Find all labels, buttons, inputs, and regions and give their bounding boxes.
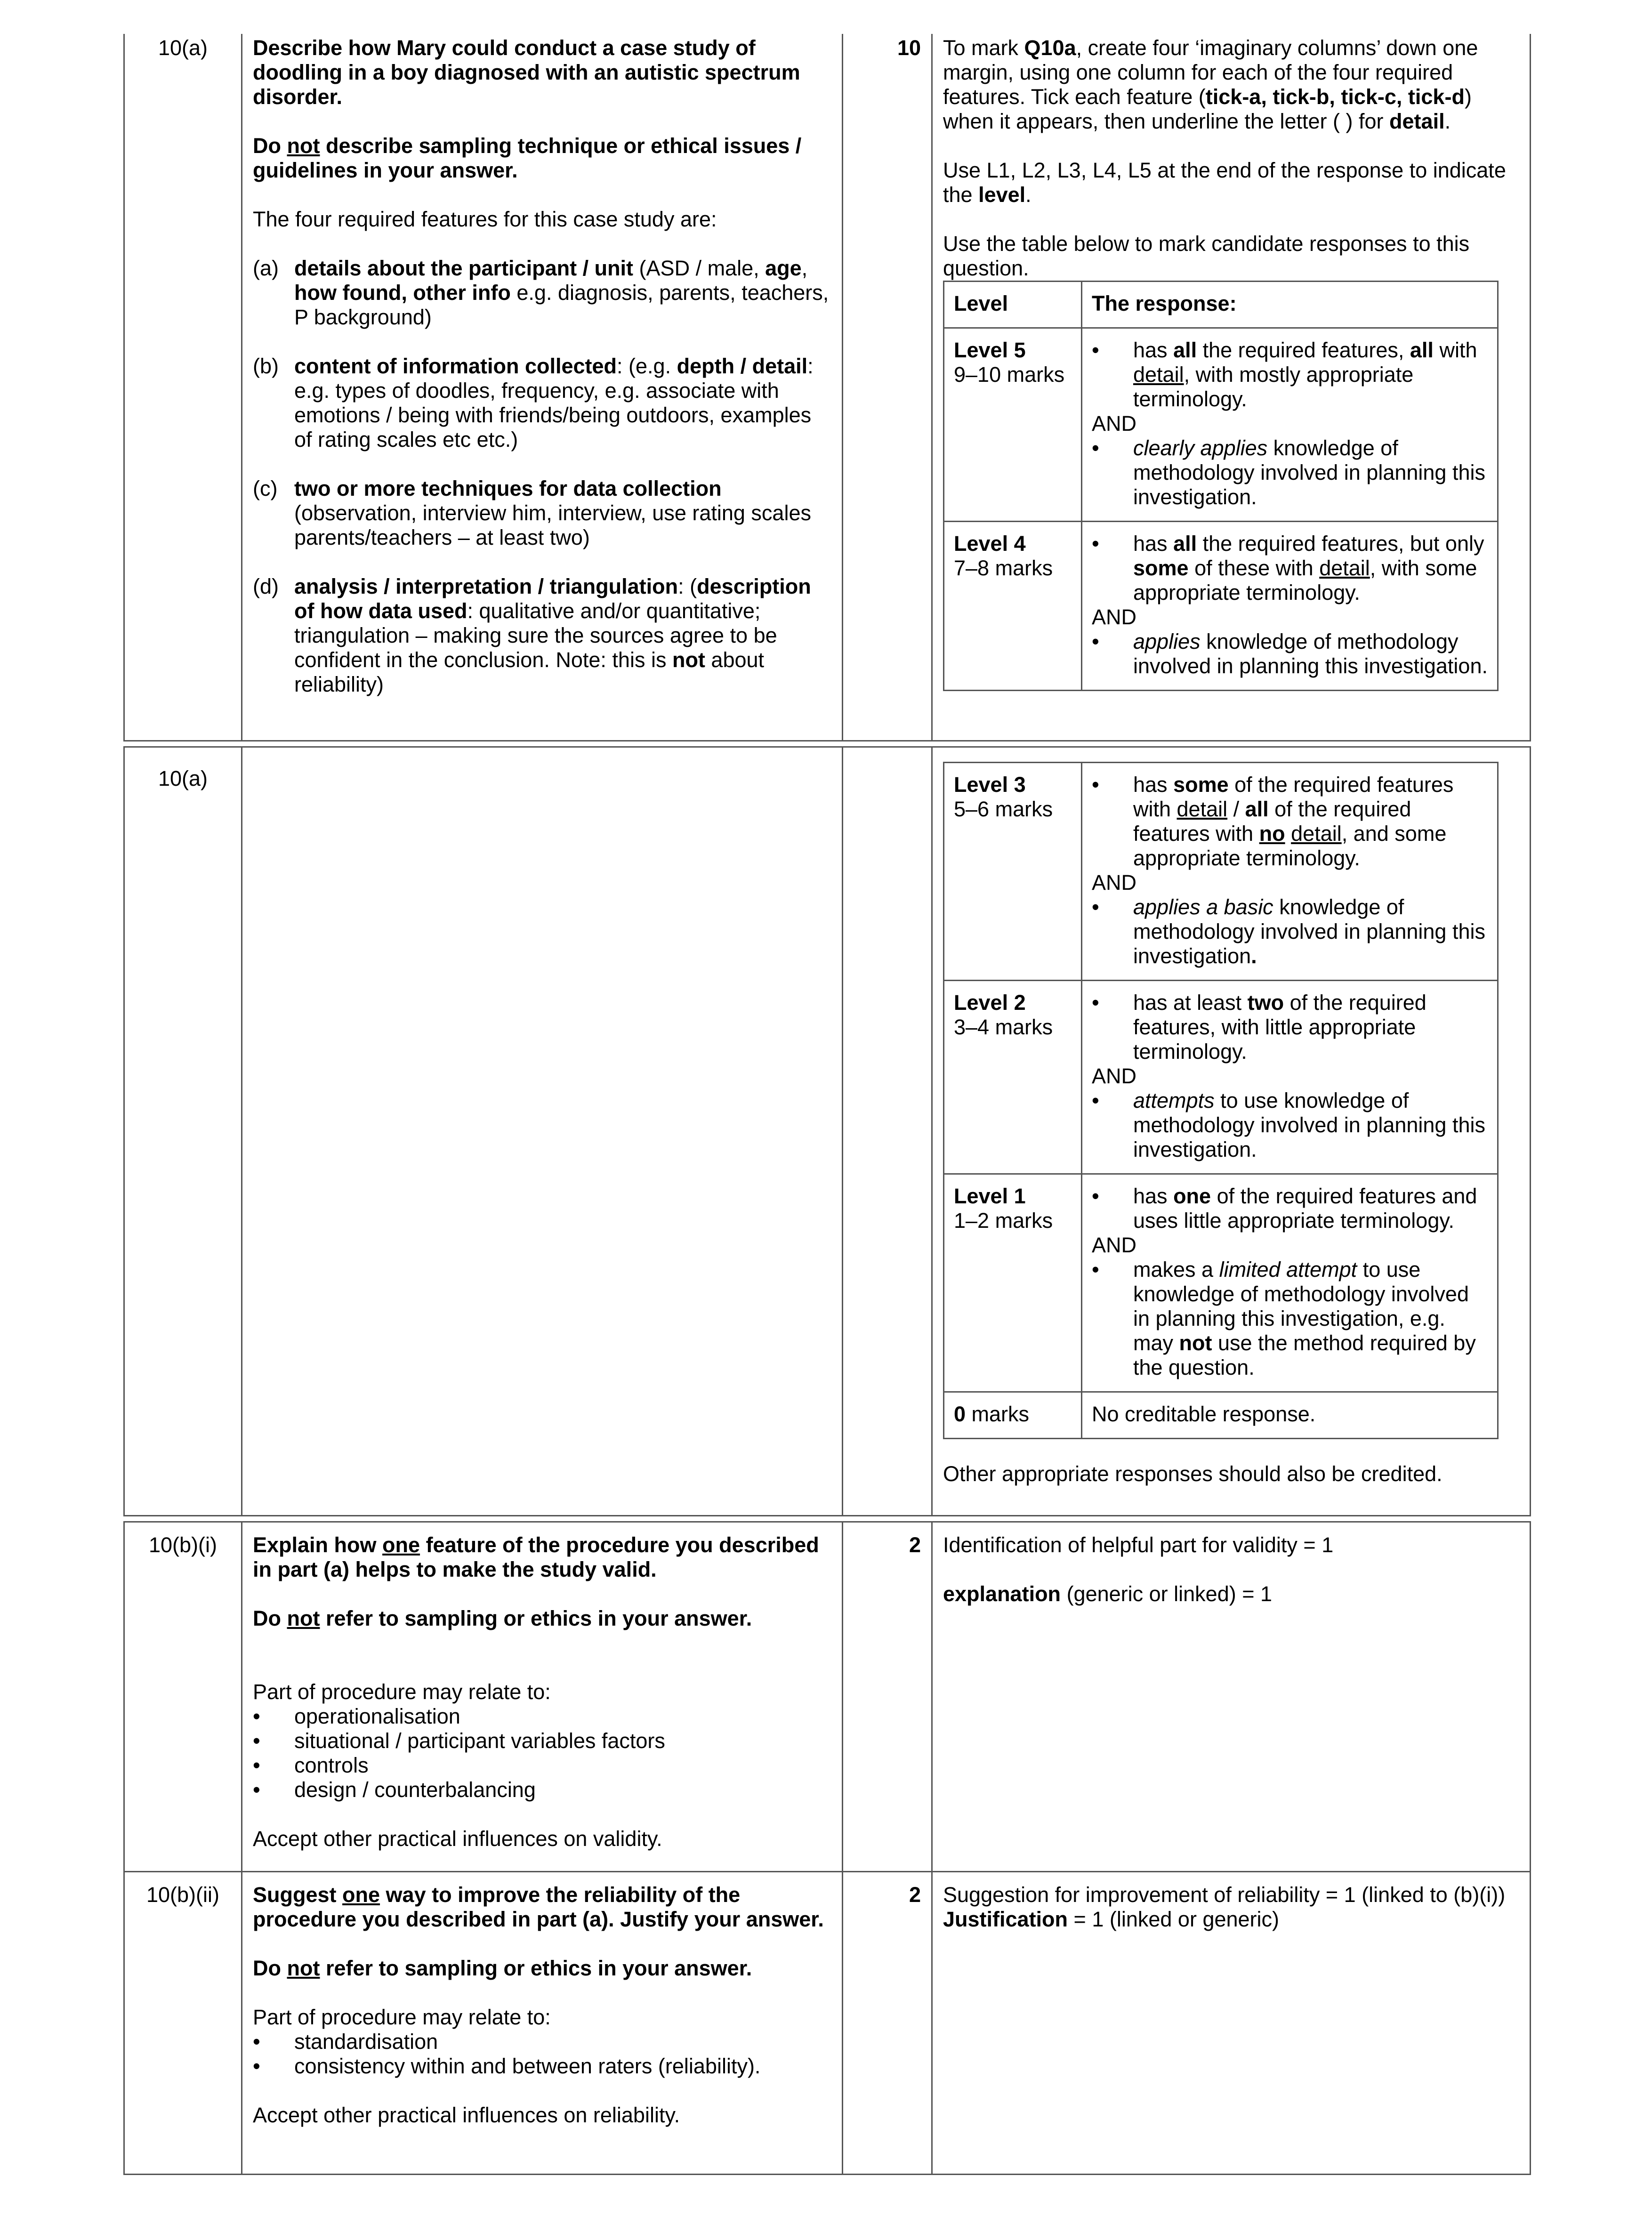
i: clearly applies (1133, 436, 1268, 460)
features-intro: The four required features for this case study are: (253, 207, 717, 231)
b: all (1410, 338, 1434, 362)
feature-d (253, 574, 831, 697)
f-t3: e.g. diagnosis, parents, teachers, P background) (294, 281, 829, 329)
question-cell (242, 748, 843, 1515)
row-separator (123, 1515, 1531, 1523)
i: attempts (1133, 1088, 1215, 1112)
list-item-text: design / counterbalancing (294, 1778, 536, 1802)
list-item (253, 1704, 831, 1729)
bullet-icon: • (1092, 338, 1099, 362)
question-number-text: 10(b)(ii) (146, 1883, 220, 1907)
level-0-cell (944, 1392, 1082, 1439)
levels-table-part1 (943, 281, 1499, 691)
question-title: Describe how Mary could conduct a case study of doodling in a boy diagnosed with an autistic spectrum disorder. (253, 36, 800, 109)
b: some (1133, 556, 1189, 580)
t: Do (253, 1606, 287, 1630)
t: of the required features with (1133, 797, 1411, 846)
question-number-text: 10(a) (158, 766, 208, 790)
bullet-icon: • (1092, 629, 1099, 653)
instr-pre: Do (253, 134, 287, 158)
b: one (1173, 1184, 1211, 1208)
bu: no (1259, 822, 1285, 846)
t: Explain how (253, 1533, 383, 1557)
u: one (382, 1533, 420, 1557)
question-cell (242, 1872, 843, 2174)
level-0-descriptor: No creditable response. (1082, 1392, 1498, 1439)
feature-text (294, 256, 831, 330)
descriptor-bullet (1092, 532, 1488, 605)
level-1-cell (944, 1174, 1082, 1392)
g-t: ) when it appears, then underline the letter ( ) for (943, 85, 1472, 133)
part-intro: Part of procedure may relate to: (253, 2005, 551, 2029)
f-b3: how found, other info (294, 281, 511, 305)
guidance-p3: Use the table below to mark candidate responses to this question. (943, 232, 1470, 280)
list-item (253, 2054, 831, 2079)
guidance-cell (933, 1523, 1530, 1871)
guidance-cell (933, 748, 1530, 1515)
u: one (342, 1883, 380, 1907)
guidance-cell (933, 1872, 1530, 2174)
row-separator (123, 740, 1531, 748)
t (1285, 822, 1291, 846)
t: to use knowledge of methodology involved in planning this investigation. (1133, 1088, 1485, 1161)
descriptor-bullet (1092, 1088, 1488, 1162)
marks-value: 2 (909, 1533, 921, 1557)
t: (generic or linked) = 1 (1061, 1582, 1273, 1606)
bullet-icon: • (1092, 1257, 1099, 1281)
validity-list (253, 1704, 831, 1802)
g-b: tick-a, tick-b, tick-c, tick-d (1205, 85, 1465, 109)
instr-not: not (287, 134, 320, 158)
level-4-row (944, 522, 1498, 691)
t: of these with (1188, 556, 1320, 580)
list-item-text: operationalisation (294, 1704, 460, 1728)
descriptor-bullet (1092, 629, 1488, 678)
feature-text (294, 354, 831, 452)
f-t1: : (e.g. (617, 354, 677, 378)
b: . (1251, 944, 1257, 968)
list-item-text: situational / participant variables factors (294, 1729, 665, 1753)
level-marks: 9–10 marks (954, 363, 1065, 387)
list-item (253, 2030, 831, 2054)
b: all (1173, 338, 1197, 362)
t: with (1433, 338, 1477, 362)
f-b2: description of how data used (294, 574, 811, 623)
t: use the method required by the question. (1133, 1331, 1476, 1379)
bullet-icon: • (1092, 1184, 1099, 1208)
level-2-cell (944, 981, 1082, 1174)
marks-cell (843, 1523, 933, 1871)
reliability-list (253, 2030, 831, 2079)
f-t2: : qualitative and/or quantitative; triangulation – making sure the sources agree to be confident in the conclusion. Note: this is (294, 599, 777, 672)
t: = 1 (linked or generic) (1068, 1907, 1280, 1931)
bullet-icon: • (253, 1778, 260, 1802)
other-responses-note: Other appropriate responses should also be credited. (943, 1462, 1442, 1486)
feature-label: (b) (253, 354, 279, 378)
descriptor-bullet (1092, 436, 1488, 509)
t: to use knowledge of methodology involved in planning this investigation, e.g. may (1133, 1257, 1469, 1355)
t: Suggest (253, 1883, 343, 1907)
feature-a (253, 256, 831, 330)
i: limited attempt (1219, 1257, 1357, 1281)
level-marks: 3–4 marks (954, 1015, 1053, 1039)
bullet-icon: • (253, 1704, 260, 1728)
level-marks: 5–6 marks (954, 797, 1053, 821)
f-b1: details about the participant / unit (294, 256, 634, 280)
guidance-p2 (943, 158, 1519, 207)
b: explanation (943, 1582, 1061, 1606)
descriptor-bullet (1092, 991, 1488, 1064)
t: has (1133, 338, 1174, 362)
list-item (253, 1729, 831, 1753)
question-instruction (253, 1606, 831, 1631)
levels-table-part2 (943, 762, 1499, 1439)
accept-note: Accept other practical influences on reliability. (253, 2103, 680, 2127)
level-marks: 1–2 marks (954, 1209, 1053, 1233)
table-bottom-border (123, 2174, 1531, 2175)
question-number (125, 1523, 242, 1871)
question-title (253, 1883, 831, 1932)
t: feature of the procedure you described in part (a) helps to make the study valid. (253, 1533, 819, 1581)
b: all (1245, 797, 1269, 821)
level-5-descriptor (1082, 328, 1498, 522)
bullet-icon: • (1092, 436, 1099, 460)
f-b3: not (672, 648, 705, 672)
t: has (1133, 773, 1174, 797)
level-3-row (944, 763, 1498, 981)
f-t2: : e.g. types of doodles, frequency, e.g. associate with emotions / being with friends/being outdoors, examples of rating scales etc etc.) (294, 354, 814, 451)
t: of the required features with (1133, 773, 1454, 821)
level-4-descriptor (1082, 522, 1498, 691)
u: not (287, 1956, 320, 1980)
row-10a-part2 (123, 748, 1531, 1515)
list-item (253, 1753, 831, 1778)
g-t: Use L1, L2, L3, L4, L5 at the end of the response to indicate the (943, 158, 1506, 207)
t: the required features, but only (1197, 532, 1484, 556)
level-name: Level 2 (954, 991, 1026, 1015)
guidance-p1 (943, 36, 1519, 134)
i: applies (1133, 629, 1201, 653)
f-t1: (ASD / male, (633, 256, 766, 280)
u: detail (1291, 822, 1342, 846)
bullet-icon: • (1092, 1088, 1099, 1112)
bullet-icon: • (1092, 532, 1099, 556)
question-instruction (253, 134, 831, 183)
and-connector: AND (1092, 1233, 1137, 1257)
levels-header-row (944, 282, 1498, 328)
bullet-icon: • (253, 2030, 260, 2054)
level-marks: 7–8 marks (954, 556, 1053, 580)
part-intro: Part of procedure may relate to: (253, 1680, 551, 1704)
question-cell (242, 34, 843, 740)
descriptor-bullet (1092, 773, 1488, 870)
f-b2: age (765, 256, 802, 280)
accept-note: Accept other practical influences on validity. (253, 1827, 662, 1851)
t: refer to sampling or ethics in your answer. (320, 1956, 752, 1980)
mark-scheme-page (123, 34, 1531, 2175)
row-10b-ii (123, 1872, 1531, 2174)
instr-post: describe sampling technique or ethical issues / guidelines in your answer. (253, 134, 802, 182)
marks-cell (843, 1872, 933, 2174)
question-cell (242, 1523, 843, 1871)
question-instruction (253, 1956, 831, 1981)
t: knowledge of methodology involved in planning this investigation. (1133, 436, 1485, 509)
row-10b-i (123, 1523, 1531, 1871)
guidance-line (943, 1907, 1519, 1932)
marks-value: 10 (897, 36, 921, 60)
g-t: To mark (943, 36, 1024, 60)
g-t: , create four ‘imaginary columns’ down one margin, using one column for each of the four required features. Tick each feature ( (943, 36, 1478, 109)
f-b2: depth / detail (677, 354, 808, 378)
list-item (253, 1778, 831, 1802)
t: knowledge of methodology involved in planning this investigation (1133, 895, 1485, 968)
and-connector: AND (1092, 411, 1137, 435)
t: of the required features, with little appropriate terminology. (1133, 991, 1426, 1064)
level-4-cell (944, 522, 1082, 691)
list-item-text: consistency within and between raters (reliability). (294, 2054, 761, 2078)
descriptor-bullet (1092, 338, 1488, 411)
level-name: Level 3 (954, 773, 1026, 797)
guidance-line: Identification of helpful part for validity = 1 (943, 1533, 1334, 1557)
bullet-icon: • (1092, 991, 1099, 1015)
b: all (1173, 532, 1197, 556)
bullet-icon: • (1092, 773, 1099, 797)
guidance-cell (933, 34, 1530, 740)
level-5-row (944, 328, 1498, 522)
f-t1: (observation, interview him, interview, use rating scales parents/teachers – at least two) (294, 501, 811, 549)
t: has (1133, 532, 1174, 556)
row-10a-part1 (123, 34, 1531, 740)
u: detail (1133, 363, 1184, 387)
feature-label: (c) (253, 476, 278, 500)
marks-value: 2 (909, 1883, 921, 1907)
level-2-descriptor (1082, 981, 1498, 1174)
t: has (1133, 1184, 1174, 1208)
level-1-row (944, 1174, 1498, 1392)
t: Do (253, 1956, 287, 1980)
question-number (125, 34, 242, 740)
t: knowledge of methodology involved in planning this investigation. (1133, 629, 1488, 678)
f-b1: two or more techniques for data collection (294, 476, 722, 500)
list-item-text: controls (294, 1753, 369, 1777)
bullet-icon: • (253, 2054, 260, 2078)
t: refer to sampling or ethics in your answer. (320, 1606, 752, 1630)
b: two (1247, 991, 1284, 1015)
level-5-cell (944, 328, 1082, 522)
u: not (287, 1606, 320, 1630)
marks-cell (843, 34, 933, 740)
level-3-cell (944, 763, 1082, 981)
header-response: The response: (1082, 282, 1498, 328)
t: / (1227, 797, 1245, 821)
b: 0 (954, 1402, 966, 1426)
t: of the required features and uses little appropriate terminology. (1133, 1184, 1477, 1233)
and-connector: AND (1092, 605, 1137, 629)
f-t2: , (801, 256, 808, 280)
t: the required features, (1197, 338, 1410, 362)
feature-b (253, 354, 831, 452)
and-connector: AND (1092, 1064, 1137, 1088)
bullet-icon: • (253, 1753, 260, 1777)
header-level: Level (944, 282, 1082, 328)
feature-text (294, 476, 831, 550)
level-2-row (944, 981, 1498, 1174)
t: , and some appropriate terminology. (1133, 822, 1447, 870)
question-number-text: 10(b)(i) (148, 1533, 218, 1557)
level-name: Level 5 (954, 338, 1026, 362)
i: applies a basic (1133, 895, 1273, 919)
t: , with some appropriate terminology. (1133, 556, 1477, 604)
t: has at least (1133, 991, 1248, 1015)
marks-cell (843, 748, 933, 1515)
t: way to improve the reliability of the procedure you described in part (a). Justify your answer. (253, 1883, 824, 1931)
t: marks (966, 1402, 1030, 1426)
bullet-icon: • (1092, 895, 1099, 919)
list-item-text: standardisation (294, 2030, 438, 2054)
question-number-text: 10(a) (158, 36, 208, 60)
level-3-descriptor (1082, 763, 1498, 981)
f-b1: analysis / interpretation / triangulation (294, 574, 678, 598)
feature-c (253, 476, 831, 550)
b: not (1179, 1331, 1212, 1355)
question-number (125, 748, 242, 1515)
t: , with mostly appropriate terminology. (1133, 363, 1414, 411)
level-name: Level 1 (954, 1184, 1026, 1208)
guidance-line: Suggestion for improvement of reliability = 1 (linked to (b)(i)) (943, 1883, 1506, 1907)
level-name: Level 4 (954, 532, 1026, 556)
level-0-row (944, 1392, 1498, 1439)
bullet-icon: • (253, 1729, 260, 1753)
u: detail (1319, 556, 1370, 580)
b: Justification (943, 1907, 1068, 1931)
f-b1: content of information collected (294, 354, 617, 378)
descriptor-bullet (1092, 1257, 1488, 1380)
g-t: . (1444, 109, 1451, 133)
g-b: level (978, 183, 1026, 207)
b: some (1173, 773, 1229, 797)
descriptor-bullet (1092, 895, 1488, 968)
and-connector: AND (1092, 870, 1137, 894)
g-b: Q10a (1024, 36, 1076, 60)
t: makes a (1133, 1257, 1219, 1281)
question-number (125, 1872, 242, 2174)
level-1-descriptor (1082, 1174, 1498, 1392)
guidance-line (943, 1582, 1519, 1606)
feature-label: (d) (253, 574, 279, 598)
u: detail (1177, 797, 1228, 821)
f-t1: : ( (678, 574, 697, 598)
g-t: . (1025, 183, 1031, 207)
g-b: detail (1389, 109, 1445, 133)
question-title (253, 1533, 831, 1582)
f-t3: about reliability) (294, 648, 765, 696)
feature-label: (a) (253, 256, 279, 280)
descriptor-bullet (1092, 1184, 1488, 1233)
feature-text (294, 574, 831, 697)
